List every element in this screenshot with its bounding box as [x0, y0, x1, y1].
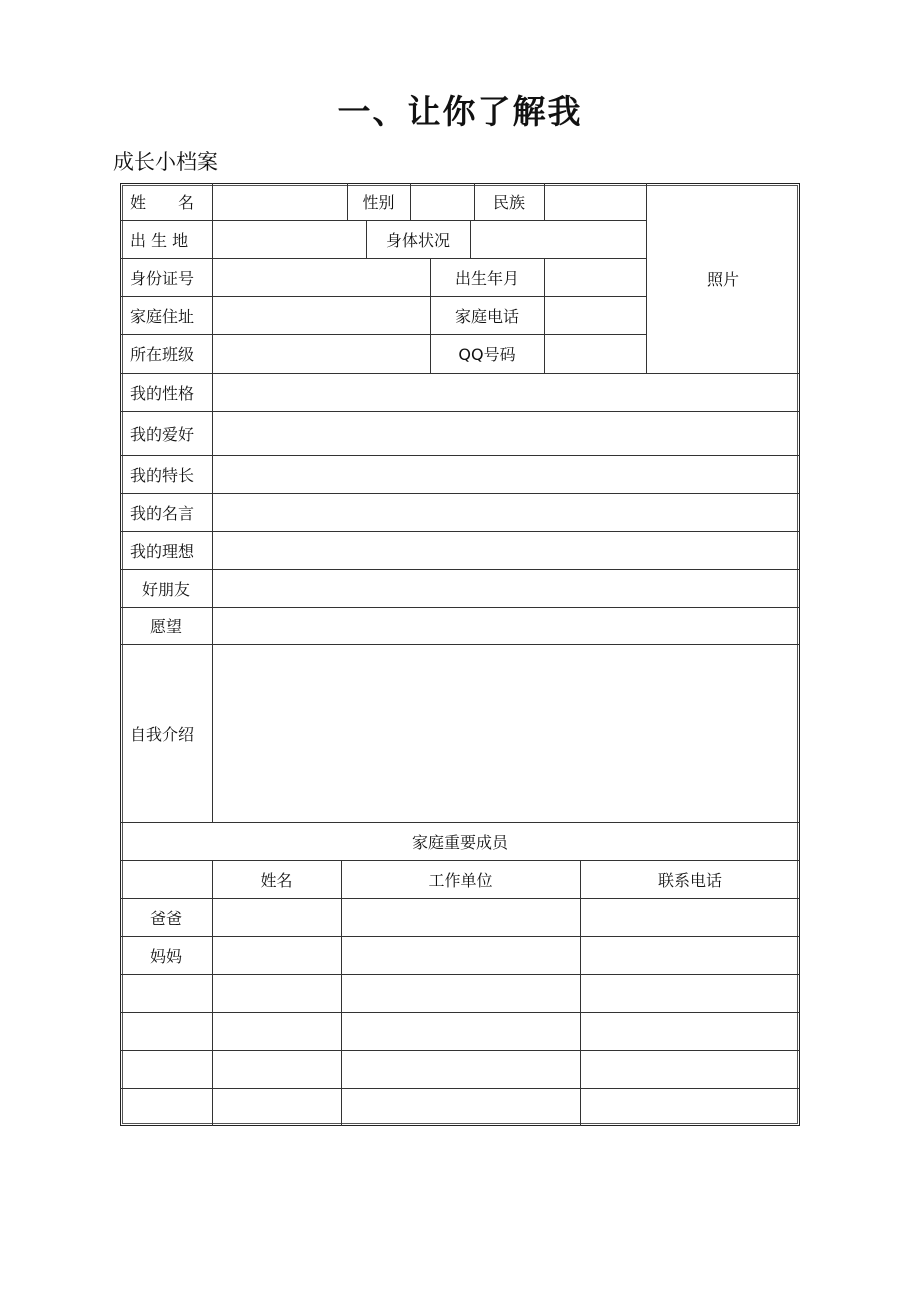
birthdate-label: 出生年月 — [454, 268, 519, 288]
friends-label: 好朋友 — [141, 579, 190, 599]
home-phone-label: 家庭电话 — [454, 306, 519, 326]
wish-label: 愿望 — [149, 617, 182, 636]
personality-label: 我的性格 — [130, 383, 195, 403]
section-subtitle: 成长小档案 — [113, 150, 218, 174]
family-col-work: 工作单位 — [428, 870, 493, 890]
name-label: 姓 名 — [130, 193, 195, 212]
class-label: 所在班级 — [130, 345, 195, 364]
id-number-label: 身份证号 — [130, 268, 195, 288]
motto-label: 我的名言 — [130, 503, 195, 523]
qq-label: QQ号码 — [458, 345, 516, 364]
health-label: 身体状况 — [385, 230, 450, 250]
photo-label: 照片 — [706, 269, 739, 289]
self-intro-label: 自我介绍 — [130, 724, 195, 744]
page-title: 一、让你了解我 — [337, 92, 583, 131]
ethnicity-label: 民族 — [492, 193, 525, 212]
birthplace-label: 出 生 地 — [130, 230, 189, 250]
family-col-phone: 联系电话 — [657, 870, 722, 890]
ideal-label: 我的理想 — [130, 541, 195, 561]
hobby-label: 我的爱好 — [130, 424, 195, 444]
profile-form — [120, 183, 800, 1126]
address-label: 家庭住址 — [130, 306, 195, 326]
talent-label: 我的特长 — [130, 465, 195, 485]
gender-label: 性别 — [362, 193, 395, 212]
family-section-title: 家庭重要成员 — [411, 832, 508, 852]
family-col-name: 姓名 — [260, 870, 293, 890]
family-row-mother: 妈妈 — [149, 946, 182, 966]
family-row-father: 爸爸 — [149, 908, 182, 928]
